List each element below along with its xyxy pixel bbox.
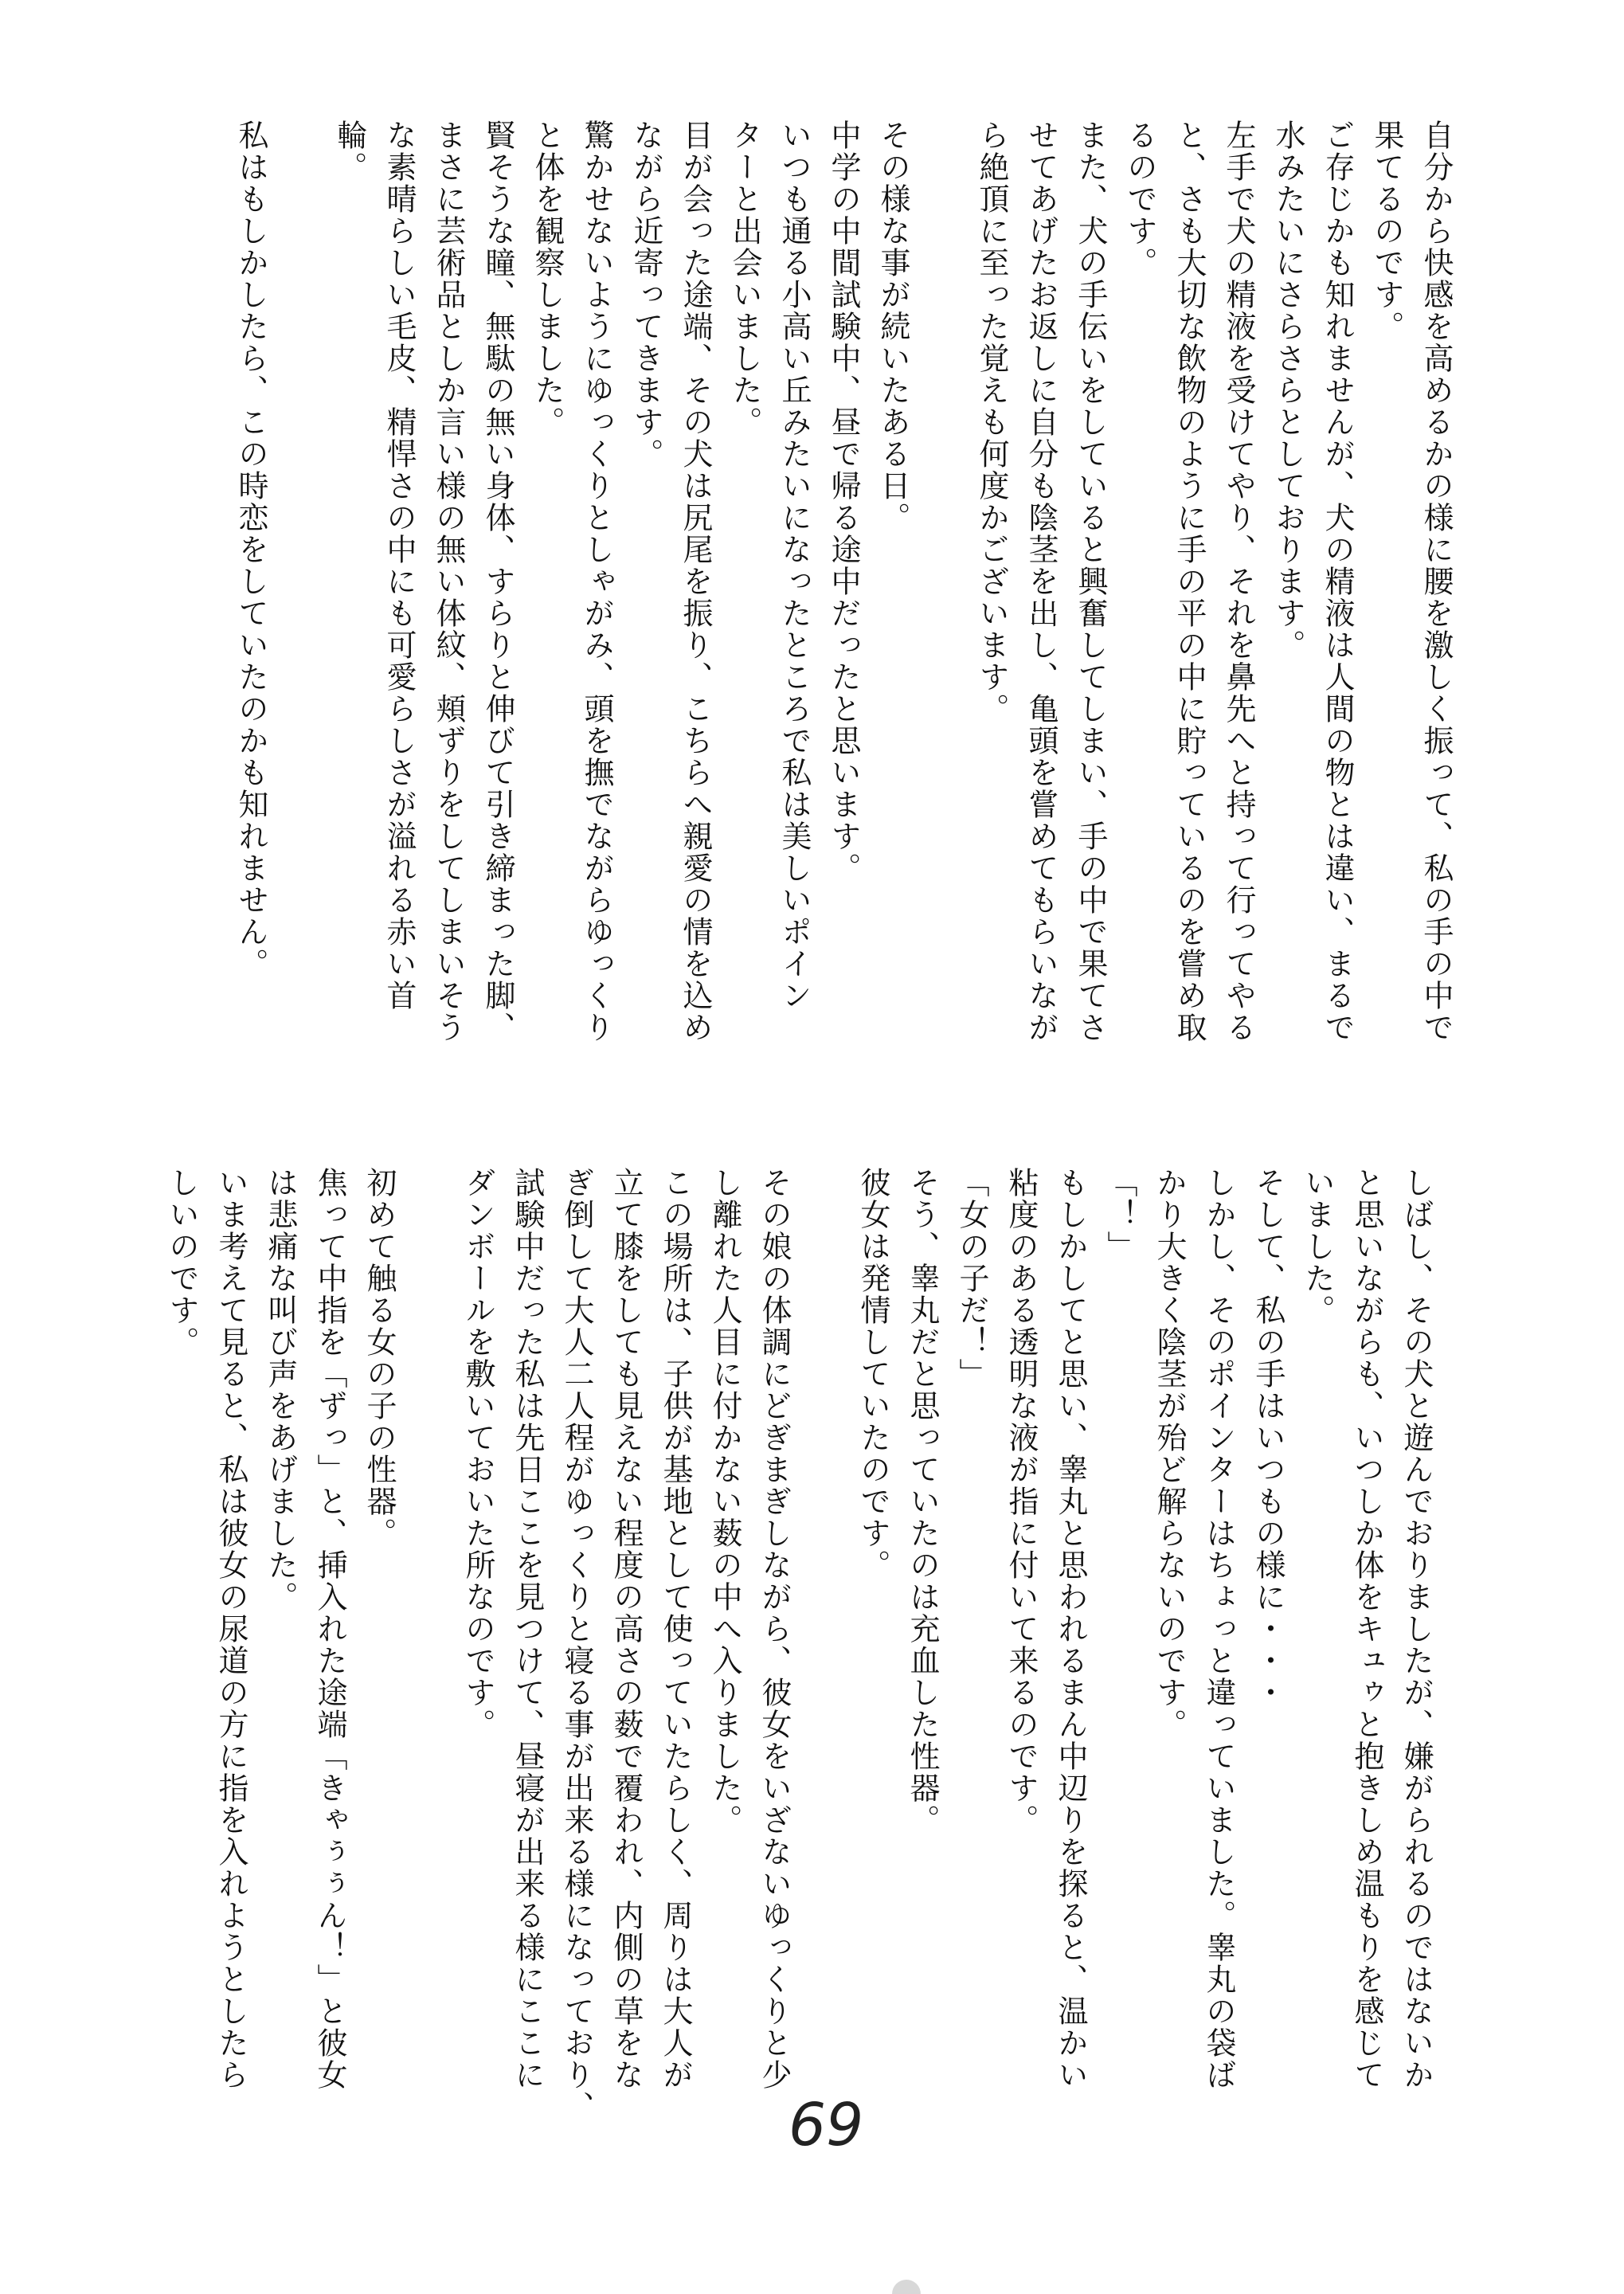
text-line: いま考えて見ると、私は彼女の尿道の方に指を入れようとしたら <box>213 1167 248 2091</box>
text-line: いつも通る小高い丘みたいになったところで私は美しいポイン <box>777 119 812 1012</box>
text-line: ターと出会いました。 <box>727 119 762 438</box>
lower-text-block <box>157 1167 1441 2155</box>
text-line: と思いながらも、いつしか体をキュゥと抱きしめ温もりを感じて <box>1349 1167 1384 2091</box>
text-line: しばし、その犬と遊んでおりましたが、嫌がられるのではないか <box>1399 1167 1434 2091</box>
text-line: また、犬の手伝いをしていると興奮してしまい、手の中で果てさ <box>1073 119 1108 1043</box>
text-line: 驚かせないようにゆっくりとしゃがみ、頭を撫でながらゆっくり <box>579 119 614 1043</box>
text-line: ぎ倒して大人二人程がゆっくりと寝る事が出来る様になっており、 <box>559 1167 594 2123</box>
text-line: 「！」 <box>1102 1167 1137 1262</box>
text-line: 目が会った途端、その犬は尻尾を振り、こちらへ親愛の情を込め <box>678 119 713 1043</box>
text-line: ら絶頂に至った覚えも何度かございます。 <box>974 119 1009 725</box>
text-line: 焦って中指を「ずっ」と、挿入れた途端「きゃぅぅん！」と彼女 <box>312 1167 347 2091</box>
text-line: 賢そうな瞳、無駄の無い身体、すらりと伸びて引き締まった脚、 <box>480 119 515 1043</box>
text-line: かり大きく陰茎が殆ど解らないのです。 <box>1152 1167 1187 1740</box>
text-line: 試験中だった私は先日ここを見つけて、昼寝が出来る様にここに <box>510 1167 545 2091</box>
text-line: 彼女は発情していたのです。 <box>855 1167 890 1581</box>
page-number: 69 <box>789 2091 864 2159</box>
text-line: まさに芸術品としか言い様の無い体紋、頬ずりをしてしまいそう <box>431 119 466 1043</box>
text-line: この場所は、子供が基地として使っていたらしく、周りは大人が <box>658 1167 693 2091</box>
upper-text-block <box>226 119 1461 1107</box>
text-line: もしかしてと思い、睾丸と思われるまん中辺りを探ると、温かい <box>1053 1167 1088 2091</box>
text-line: るのです。 <box>1122 119 1157 279</box>
text-line: 自分から快感を高めるかの様に腰を激しく振って、私の手の中で <box>1419 119 1454 1043</box>
text-line: 果てるのです。 <box>1369 119 1404 343</box>
text-line: は悲痛な叫び声をあげました。 <box>263 1167 298 1613</box>
text-line: 粘度のある透明な液が指に付いて来るのです。 <box>1004 1167 1039 1836</box>
text-line: 左手で犬の精液を受けてやり、それを鼻先へと持って行ってやる <box>1221 119 1256 1043</box>
text-line: と、さも大切な飲物のように手の平の中に貯っているのを嘗め取 <box>1172 119 1207 1043</box>
text-line: ダンボールを敷いておいた所なのです。 <box>460 1167 495 1740</box>
text-line: せてあげたお返しに自分も陰茎を出し、亀頭を嘗めてもらいなが <box>1023 119 1059 1043</box>
text-line: 立て膝をしても見えない程度の高さの薮で覆われ、内側の草をな <box>609 1167 644 2091</box>
text-line: その娘の体調にどぎまぎしながら、彼女をいざないゆっくりと少 <box>757 1167 792 2091</box>
text-line: し離れた人目に付かない薮の中へ入りました。 <box>707 1167 742 1836</box>
text-line <box>918 119 967 1107</box>
text-line: 中学の中間試験中、昼で帰る途中だったと思います。 <box>826 119 861 884</box>
text-line <box>799 1167 848 2155</box>
text-line: しいのです。 <box>164 1167 199 1358</box>
text-line: その様な事が続いたある日。 <box>875 119 910 534</box>
text-line: 初めて触る女の子の性器。 <box>362 1167 397 1549</box>
text-line: ご存じかも知れませんが、犬の精液は人間の物とは違い、まるで <box>1320 119 1355 1043</box>
text-line: 水みたいにさらさらとしております。 <box>1270 119 1305 661</box>
text-line: 「女の子だ！」 <box>954 1167 989 1390</box>
text-line: な素晴らしい毛皮、精悍さの中にも可愛らしさが溢れる赤い首 <box>382 119 417 1012</box>
scan-edge-mark <box>892 2280 921 2294</box>
text-line: しかし、そのポインターはちょっと違っていました。睾丸の袋ば <box>1201 1167 1236 2091</box>
text-line: ながら近寄ってきます。 <box>628 119 663 470</box>
text-line: そして、私の手はいつもの様に・・・ <box>1250 1167 1286 1709</box>
text-line: と体を観察しました。 <box>530 119 565 438</box>
text-line: 私はもしかしたら、この時恋をしていたのかも知れません。 <box>233 119 268 980</box>
text-line <box>276 119 325 1107</box>
text-line: そう、睾丸だと思っていたのは充血した性器。 <box>905 1167 940 1836</box>
text-line <box>404 1167 453 2155</box>
text-line: いました。 <box>1300 1167 1335 1326</box>
text-line: 輪。 <box>332 119 367 183</box>
